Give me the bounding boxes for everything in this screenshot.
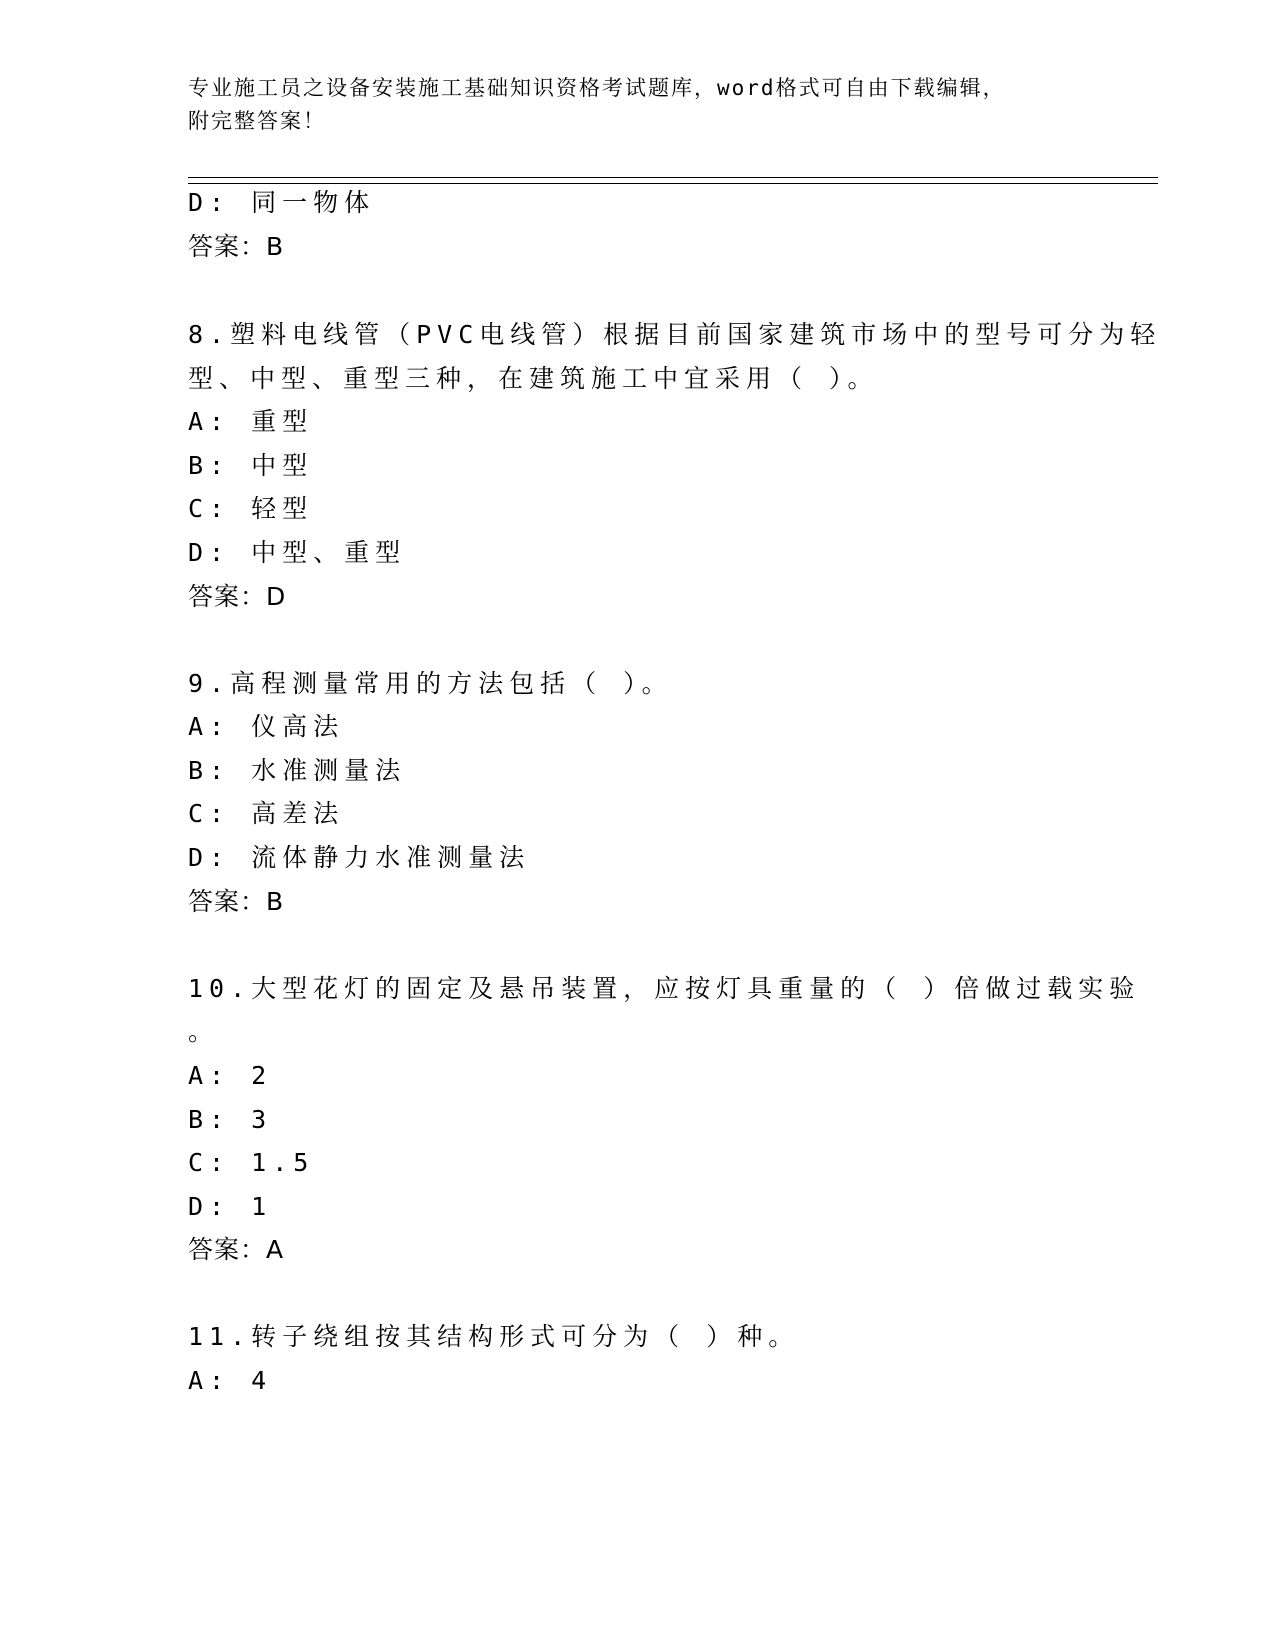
q10-option-a: A: 2	[188, 1061, 273, 1090]
q10-answer: 答案：A	[188, 1235, 285, 1264]
header-divider-top	[188, 177, 1158, 178]
q7-answer: 答案：B	[188, 232, 285, 261]
q8-option-c: C: 轻型	[188, 494, 314, 523]
q9-option-a: A: 仪高法	[188, 712, 345, 741]
q11-option-a: A: 4	[188, 1366, 273, 1395]
q9-option-d: D: 流体静力水准测量法	[188, 843, 531, 872]
q10-option-d: D: 1	[188, 1192, 273, 1221]
q8-answer: 答案：D	[188, 582, 287, 611]
q10-option-c: C: 1.5	[188, 1148, 315, 1177]
q8-option-a: A: 重型	[188, 407, 314, 436]
q8-option-d: D: 中型、重型	[188, 538, 407, 567]
q10-stem-line-2: 。	[188, 1017, 220, 1046]
header-line-2: 附完整答案！	[188, 109, 326, 133]
q7-option-d: D: 同一物体	[188, 188, 376, 217]
q9-answer: 答案：B	[188, 887, 285, 916]
q11-stem: 11.转子绕组按其结构形式可分为（ ）种。	[188, 1322, 800, 1351]
q9-option-b: B: 水准测量法	[188, 756, 407, 785]
header-divider-bottom	[188, 183, 1158, 184]
q8-stem-line-1: 8.塑料电线管（PVC电线管）根据目前国家建筑市场中的型号可分为轻	[188, 320, 1162, 349]
q8-option-b: B: 中型	[188, 451, 314, 480]
q10-option-b: B: 3	[188, 1105, 273, 1134]
header-line-1: 专业施工员之设备安装施工基础知识资格考试题库，word格式可自由下载编辑，	[188, 76, 1006, 100]
q10-stem-line-1: 10.大型花灯的固定及悬吊装置，应按灯具重量的（ ）倍做过载实验	[188, 974, 1141, 1003]
document-header	[188, 72, 1088, 138]
q9-option-c: C: 高差法	[188, 799, 345, 828]
q8-stem-line-2: 型、中型、重型三种，在建筑施工中宜采用（ ）。	[188, 364, 879, 393]
q9-stem: 9.高程测量常用的方法包括（ ）。	[188, 669, 673, 698]
